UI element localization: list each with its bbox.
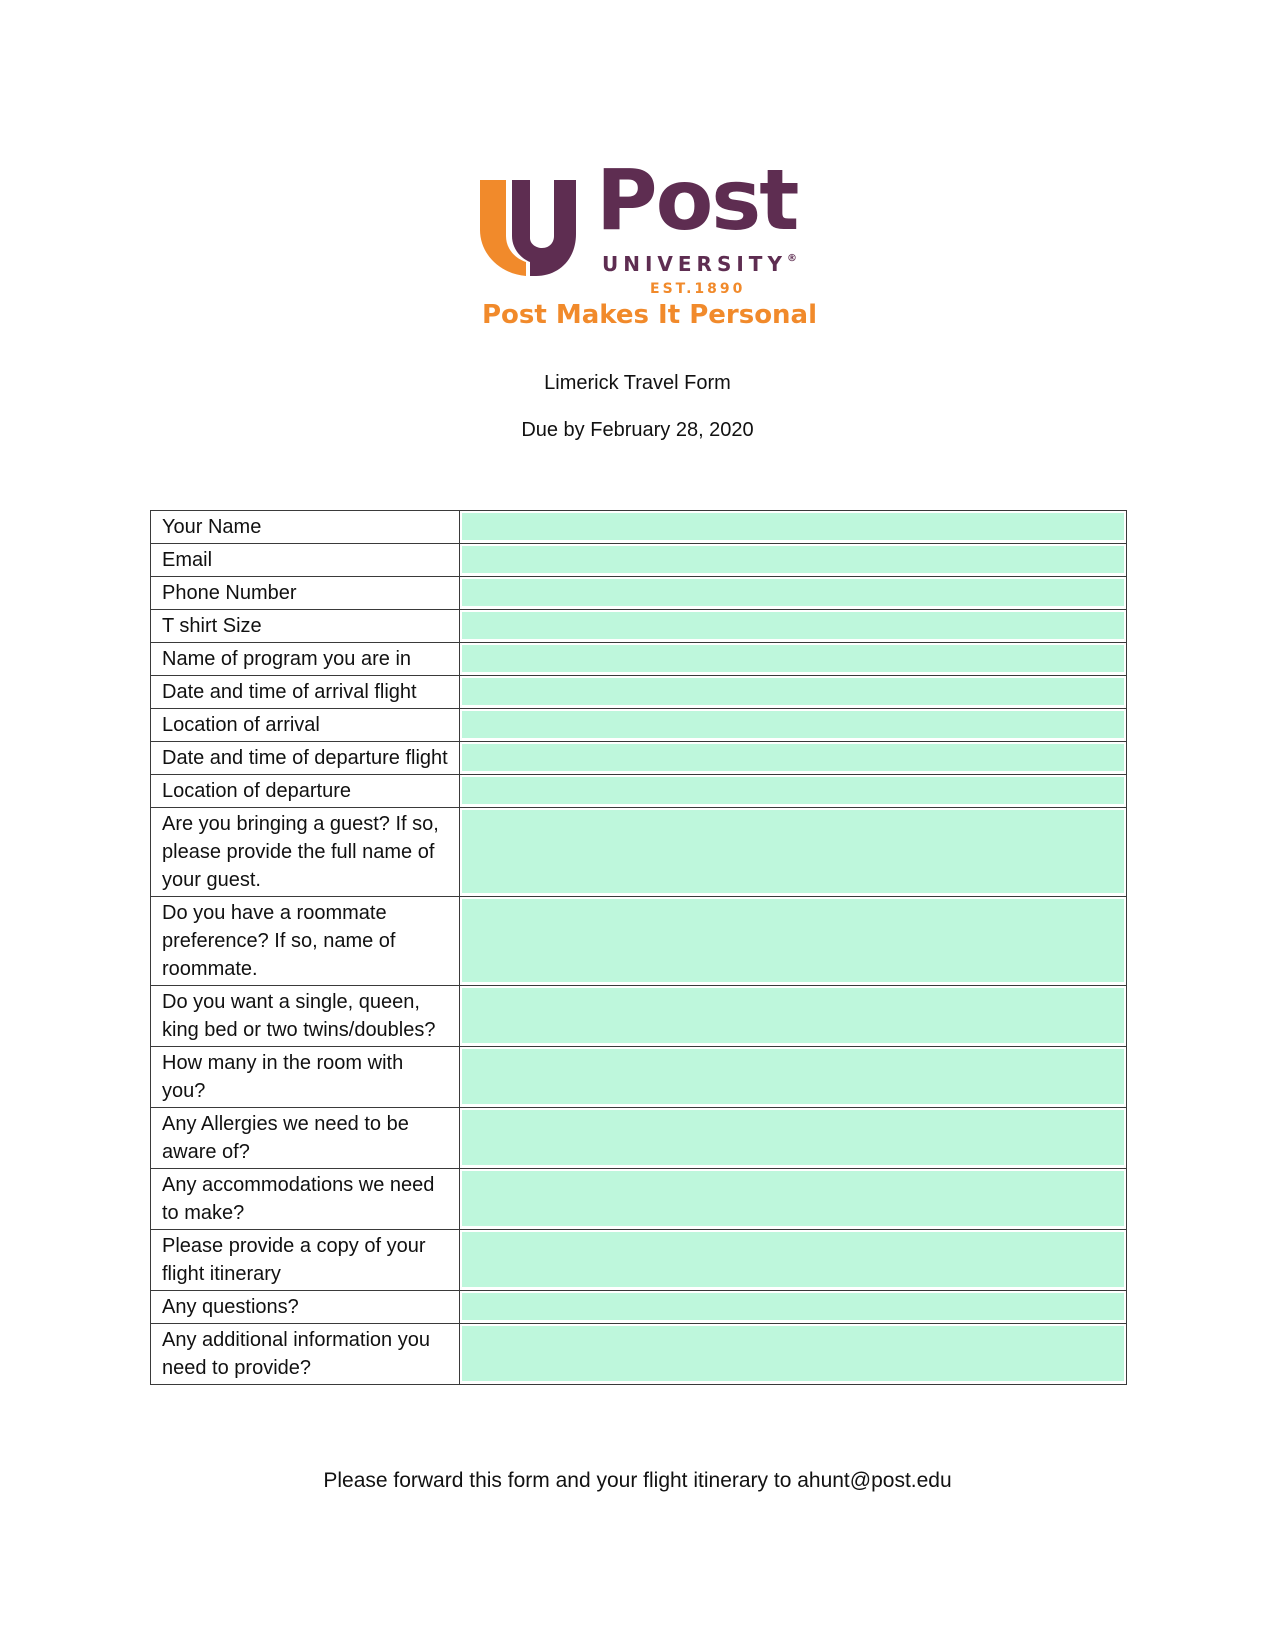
field-value-cell [460, 1291, 1127, 1324]
field-label: Name of program you are in [151, 643, 460, 676]
field-value-cell [460, 577, 1127, 610]
field-label: Are you bringing a guest? If so, please provide the full name of your guest. [151, 808, 460, 897]
field-value-cell [460, 676, 1127, 709]
form-row [151, 577, 1127, 610]
field-value-cell [460, 1047, 1127, 1108]
field-label: Location of departure [151, 775, 460, 808]
form-row [151, 1230, 1127, 1291]
field-label: Do you want a single, queen, king bed or two twins/doubles? [151, 986, 460, 1047]
form-row [151, 1324, 1127, 1385]
logo-established-text: EST.1890 [650, 281, 746, 297]
field-input[interactable] [462, 988, 1124, 1043]
form-title: Limerick Travel Form [544, 372, 731, 394]
field-input[interactable] [462, 1049, 1124, 1104]
field-value-cell [460, 1108, 1127, 1169]
field-input[interactable] [462, 810, 1124, 893]
field-input[interactable] [462, 678, 1124, 705]
logo-university-word: UNIVERSITY [602, 252, 787, 276]
field-input[interactable] [462, 579, 1124, 606]
field-value-cell [460, 986, 1127, 1047]
field-input[interactable] [462, 1110, 1124, 1165]
field-label: Any Allergies we need to be aware of? [151, 1108, 460, 1169]
field-label: Location of arrival [151, 709, 460, 742]
field-input[interactable] [462, 546, 1124, 573]
field-value-cell [460, 808, 1127, 897]
form-row [151, 610, 1127, 643]
field-value-cell [460, 511, 1127, 544]
field-label: Your Name [151, 511, 460, 544]
form-row [151, 1291, 1127, 1324]
field-input[interactable] [462, 1326, 1124, 1381]
logo-wordmark: Post [596, 151, 798, 249]
logo-university-text [602, 254, 797, 274]
form-row [151, 1047, 1127, 1108]
due-date: Due by February 28, 2020 [521, 419, 754, 441]
field-label: Email [151, 544, 460, 577]
field-input[interactable] [462, 1232, 1124, 1287]
form-row [151, 643, 1127, 676]
field-input[interactable] [462, 1171, 1124, 1226]
field-input[interactable] [462, 645, 1124, 672]
field-input[interactable] [462, 899, 1124, 982]
logo-tagline: Post Makes It Personal [482, 300, 818, 330]
field-label: Please provide a copy of your flight itinerary [151, 1230, 460, 1291]
field-label: Any additional information you need to provide? [151, 1324, 460, 1385]
form-row [151, 808, 1127, 897]
form-row [151, 986, 1127, 1047]
form-row [151, 1169, 1127, 1230]
field-label: Date and time of arrival flight [151, 676, 460, 709]
post-u-logo-icon [478, 178, 582, 278]
field-input[interactable] [462, 1293, 1124, 1320]
field-value-cell [460, 1324, 1127, 1385]
field-label: T shirt Size [151, 610, 460, 643]
field-label: Phone Number [151, 577, 460, 610]
footer-instructions: Please forward this form and your flight itinerary to ahunt@post.edu [323, 1469, 952, 1492]
field-label: Do you have a roommate preference? If so, name of roommate. [151, 897, 460, 986]
form-row [151, 511, 1127, 544]
field-label: Any questions? [151, 1291, 460, 1324]
form-row [151, 742, 1127, 775]
field-value-cell [460, 1230, 1127, 1291]
field-label: How many in the room with you? [151, 1047, 460, 1108]
field-value-cell [460, 897, 1127, 986]
form-row [151, 544, 1127, 577]
logo-registered-mark: ® [786, 253, 797, 264]
field-value-cell [460, 1169, 1127, 1230]
post-university-logo [478, 151, 818, 336]
form-row [151, 897, 1127, 986]
form-row [151, 676, 1127, 709]
field-value-cell [460, 775, 1127, 808]
field-input[interactable] [462, 513, 1124, 540]
field-value-cell [460, 544, 1127, 577]
field-label: Any accommodations we need to make? [151, 1169, 460, 1230]
field-value-cell [460, 610, 1127, 643]
field-value-cell [460, 643, 1127, 676]
field-value-cell [460, 709, 1127, 742]
field-input[interactable] [462, 612, 1124, 639]
field-input[interactable] [462, 711, 1124, 738]
field-input[interactable] [462, 777, 1124, 804]
form-row [151, 775, 1127, 808]
form-row [151, 709, 1127, 742]
form-row [151, 1108, 1127, 1169]
travel-form-table [150, 510, 1127, 1385]
field-input[interactable] [462, 744, 1124, 771]
field-value-cell [460, 742, 1127, 775]
field-label: Date and time of departure flight [151, 742, 460, 775]
